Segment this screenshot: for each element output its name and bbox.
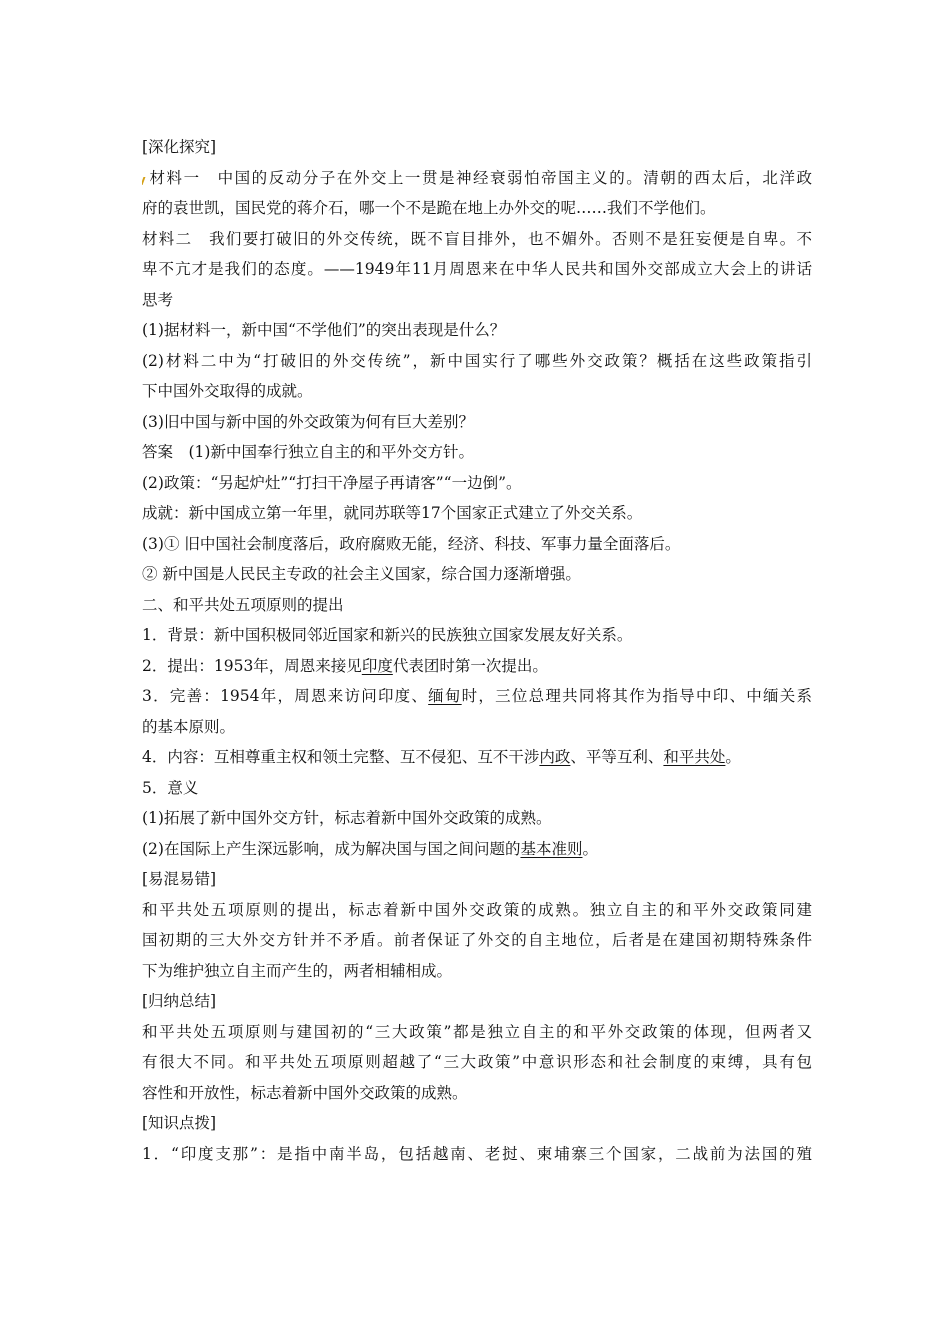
line-text: 答案 (1)新中国奉行独立自主的和平外交方针。 xyxy=(142,443,474,461)
text-segment: 4．内容：互相尊重主权和领土完整、互不侵犯、互不干涉 xyxy=(142,748,540,766)
text-line xyxy=(142,925,812,956)
text-line xyxy=(142,315,812,346)
text-segment: 时，三位总理共同将其作为指导中印、中缅关系 xyxy=(461,687,812,705)
text-segment: 3．完善：1954年，周恩来访问印度、 xyxy=(142,687,429,705)
line-text: 二、和平共处五项原则的提出 xyxy=(142,595,344,614)
line-text: 卑不亢才是我们的态度。——1949年11月周恩来在中华人民共和国外交部成立大会上的讲话 xyxy=(142,260,812,278)
line-text: 下为维护独立自主而产生的，两者相辅相成。 xyxy=(142,961,453,980)
text-line xyxy=(142,1139,812,1170)
line-text: (1)据材料一，新中国“不学他们”的突出表现是什么？ xyxy=(142,321,506,339)
text-segment: 。 xyxy=(725,748,741,766)
text-line xyxy=(142,803,812,834)
text-line xyxy=(142,956,812,987)
underlined-term: 缅甸 xyxy=(428,687,462,705)
text-line xyxy=(142,407,812,438)
text-segment: 。 xyxy=(582,839,598,858)
line-text: (3)① 旧中国社会制度落后，政府腐败无能，经济、科技、军事力量全面落后。 xyxy=(142,534,681,553)
line-text: 下中国外交取得的成就。 xyxy=(142,382,313,400)
line-text: [深化探究] xyxy=(142,138,217,156)
text-segment: (2)在国际上产生深远影响，成为解决国与国之间问题的 xyxy=(142,839,521,858)
line-text: [归纳总结] xyxy=(142,992,217,1010)
text-line xyxy=(142,1017,812,1048)
text-line xyxy=(142,132,812,163)
text-line xyxy=(142,1047,812,1078)
line-text: 和平共处五项原则的提出，标志着新中国外交政策的成熟。独立自主的和平外交政策同建 xyxy=(142,900,812,919)
line-text: (1)拓展了新中国外交方针，标志着新中国外交政策的成熟。 xyxy=(142,809,552,827)
line-text: 成就：新中国成立第一年里，就同苏联等17个国家正式建立了外交关系。 xyxy=(142,504,643,522)
text-line xyxy=(142,224,812,255)
text-line xyxy=(142,346,812,377)
text-line xyxy=(142,468,812,499)
line-text: (2)材料二中为“打破旧的外交传统”，新中国实行了哪些外交政策？概括在这些政策指引 xyxy=(142,351,812,370)
line-text: 国初期的三大外交方针并不矛盾。前者保证了外交的自主地位，后者是在建国初期特殊条件 xyxy=(142,931,812,949)
text-line xyxy=(142,834,812,865)
text-line xyxy=(142,1078,812,1109)
text-line xyxy=(142,986,812,1017)
line-text: [易混易错] xyxy=(142,870,217,888)
text-line xyxy=(142,285,812,316)
text-line xyxy=(142,498,812,529)
text-segment: 、平等互利、 xyxy=(570,748,664,766)
line-text: 1．“印度支那”：是指中南半岛，包括越南、老挝、柬埔寨三个国家，二战前为法国的殖 xyxy=(142,1144,812,1163)
line-text: 5．意义 xyxy=(142,778,199,797)
text-line xyxy=(142,620,812,651)
text-line xyxy=(142,864,812,895)
text-line xyxy=(142,681,812,712)
line-text: [知识点拨] xyxy=(142,1114,217,1132)
text-line xyxy=(142,773,812,804)
text-line xyxy=(142,742,812,773)
text-line xyxy=(142,254,812,285)
text-line xyxy=(142,651,812,682)
line-text: 有很大不同。和平共处五项原则超越了“三大政策”中意识形态和社会制度的束缚，具有包 xyxy=(142,1053,812,1071)
line-text: (3)旧中国与新中国的外交政策为何有巨大差别？ xyxy=(142,412,474,431)
underlined-term: 内政 xyxy=(539,748,571,766)
line-text: 思考 xyxy=(142,290,174,309)
text-line xyxy=(142,529,812,560)
text-line xyxy=(142,590,812,621)
text-line xyxy=(142,712,812,743)
line-text: (2)政策：“另起炉灶”“打扫干净屋子再请客”“一边倒”。 xyxy=(142,473,522,492)
underlined-term: 基本准则 xyxy=(520,839,583,858)
line-text: 1．背景：新中国积极同邻近国家和新兴的民族独立国家发展友好关系。 xyxy=(142,626,633,644)
text-line xyxy=(142,895,812,926)
line-text: 材料二 我们要打破旧的外交传统，既不盲目排外，也不媚外。否则不是狂妄便是自卑。不 xyxy=(142,229,812,248)
text-segment: 代表团时第一次提出。 xyxy=(392,656,548,675)
line-text: ② 新中国是人民民主专政的社会主义国家，综合国力逐渐增强。 xyxy=(142,565,581,583)
line-text: 容性和开放性，标志着新中国外交政策的成熟。 xyxy=(142,1083,468,1102)
text-line xyxy=(142,376,812,407)
line-text: 府的袁世凯，国民党的蒋介石，哪一个不是跪在地上办外交的呢……我们不学他们。 xyxy=(142,199,716,217)
line-text: 和平共处五项原则与建国初的“三大政策”都是独立自主的和平外交政策的体现，但两者又 xyxy=(142,1022,812,1041)
underlined-term: 印度 xyxy=(361,656,393,675)
text-line xyxy=(142,163,812,194)
text-line xyxy=(142,193,812,224)
document-body xyxy=(142,132,812,1169)
underlined-term: 和平共处 xyxy=(663,748,726,766)
text-segment: 2．提出：1953年，周恩来接见 xyxy=(142,656,362,675)
text-line xyxy=(142,1108,812,1139)
text-line xyxy=(142,437,812,468)
text-line xyxy=(142,559,812,590)
line-text: 材料一 中国的反动分子在外交上一贯是神经衰弱怕帝国主义的。清朝的西太后，北洋政 xyxy=(148,168,812,187)
line-text: 的基本原则。 xyxy=(142,717,236,736)
